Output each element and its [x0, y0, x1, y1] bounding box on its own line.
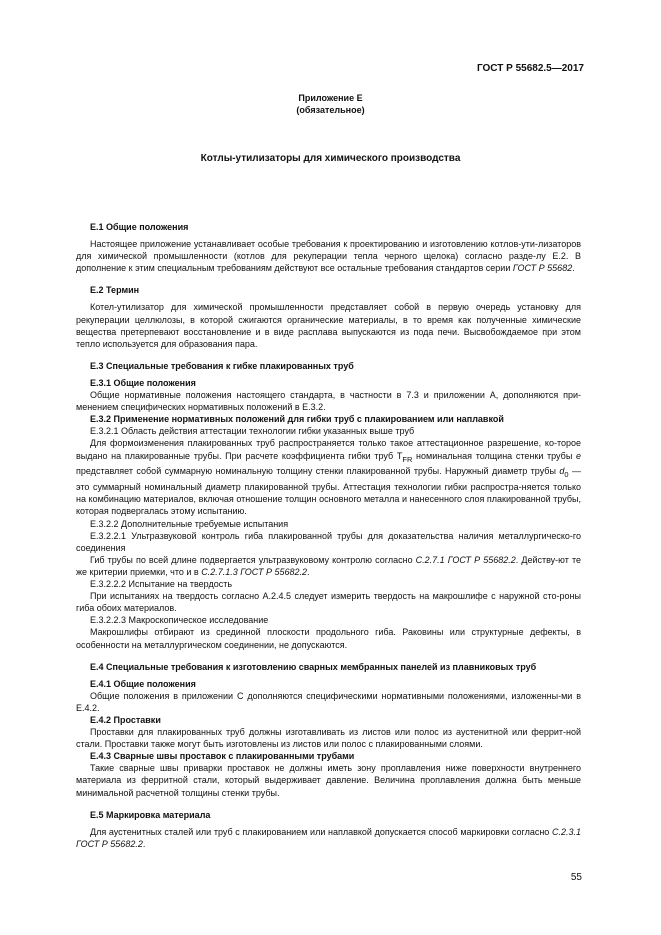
- section-e41-heading: Е.4.1 Общие положения: [90, 678, 196, 689]
- section-e3223-paragraph: Макрошлифы отбирают из срединной плоскости продольного гиба. Раковины или структурные дефекты, в особенности на металлургическом соединении, не допускаются.: [76, 627, 581, 650]
- section-e41-paragraph: Общие положения в приложении С дополняются специфическими нормативными положениями, изложенны-ми в Е.4.2.: [76, 690, 581, 713]
- section-e321-heading: Е.3.2.1 Область действия аттестации технологии гибки указанных выше труб: [90, 426, 415, 437]
- section-e3222-paragraph: При испытаниях на твердость согласно А.2.4.5 следует измерить твердость на макрошлифе с наружной сто-роны гиба обоих материалов.: [76, 591, 581, 614]
- section-e3221-heading: Е.3.2.2.1 Ультразвуковой контроль гиба плакированной трубы для доказательства наличия металлургическо-го соединения: [76, 530, 581, 553]
- section-e43-heading: Е.4.3 Сварные швы проставок с плакированными трубами: [90, 751, 355, 762]
- section-e31-paragraph: Общие нормативные положения настоящего стандарта, в частности в 7.3 и приложении А, дополняются при-менением специфических нормативных положений в Е.3.2.: [76, 390, 581, 413]
- annex-main-title: Котлы-утилизаторы для химического производства: [200, 153, 461, 164]
- annex-title: Приложение Е: [298, 93, 363, 103]
- section-e3-heading: Е.3 Специальные требования к гибке плакированных труб: [90, 360, 354, 371]
- section-e322-heading: Е.3.2.2 Дополнительные требуемые испытания: [90, 518, 289, 529]
- section-e31-heading: Е.3.1 Общие положения: [90, 377, 196, 388]
- section-e3222-heading: Е.3.2.2.2 Испытание на твердость: [90, 579, 233, 590]
- section-e4-heading: Е.4 Специальные требования к изготовлению сварных мембранных панелей из плавниковых труб: [90, 661, 537, 672]
- section-e321-paragraph: Для формоизменения плакированных труб распространяется только такое аттестационное разрешение, ко-торое выдано на плакированные трубы. При расчете коэффициента гибки труб $T_{FR}$ номинальная толщина стенки трубы e представляет собой суммарную номинальную толщину стенки плакированной трубы. Наружный диаметр трубы $d_0$ — это суммарный номинальный диаметр плакированной трубы. Аттестация технологии гибки распростра-няется только на комбинацию материалов, включая отношение толщин основного металла и нанесенного слоя плакированной трубы, которая подвергалась этому испытанию.: [76, 438, 581, 517]
- page-number: 55: [570, 872, 582, 883]
- document-id: ГОСТ Р 55682.5—2017: [476, 63, 584, 74]
- annex-header: [0, 92, 661, 116]
- section-e32-heading: Е.3.2 Применение нормативных положений для гибки труб с плакированием или наплавкой: [90, 414, 504, 425]
- section-e3221-paragraph: Гиб трубы по всей длине подвергается ультразвуковому контролю согласно С.2.7.1 ГОСТ Р 55682.2. Действу-ют те же критерии приемки, что и в С.2.7.1.3 ГОСТ Р 55682.2.: [76, 554, 581, 577]
- section-e1-paragraph: Настоящее приложение устанавливает особые требования к проектированию и изготовлению котлов-ути-лизаторов для химической промышленности (котлов для рекуперации тепла черного щелока) согласно разде-лу Е.2. В дополнение к этим специальным требованиям действуют все остальные требования стандартов серии ГОСТ Р 55682.: [76, 239, 581, 274]
- section-e5-paragraph: Для аустенитных сталей или труб с плакированием или наплавкой допускается способ маркировки согласно С.2.3.1 ГОСТ Р 55682.2.: [76, 826, 581, 849]
- section-e1-heading: Е.1 Общие положения: [90, 222, 189, 232]
- section-e42-paragraph: Проставки для плакированных труб должны изготавливать из листов или полос из аустенитной или феррит-ной стали. Проставки также могут быть изготовлены из листов или полос с плакированными слоями.: [76, 727, 581, 750]
- section-e2-paragraph: Котел-утилизатор для химической промышленности представляет собой в первую очередь установку для рекуперации целлюлозы, в которой сжигаются органические материалы, в то время как полученные химические вещества претерпевают восстановление и в виде расплава выпускаются из пода печи. Высвобождаемое при этом тепло используется для образования пара.: [76, 302, 581, 349]
- section-e3223-heading: Е.3.2.2.3 Макроскопическое исследование: [90, 615, 269, 626]
- document-body: [76, 221, 581, 850]
- section-e43-paragraph: Такие сварные швы приварки проставок не должны иметь зону проплавления ниже поверхности внутреннего материала из ферритной стали, который выдерживает давление. Величина проплавления должна быть меньше минимальной расчетной толщины стенки трубы.: [76, 763, 581, 798]
- section-e42-heading: Е.4.2 Проставки: [90, 714, 161, 725]
- section-e5-heading: Е.5 Маркировка материала: [90, 809, 211, 820]
- annex-status: (обязательное): [296, 105, 365, 115]
- section-e2-heading: Е.2 Термин: [90, 285, 140, 296]
